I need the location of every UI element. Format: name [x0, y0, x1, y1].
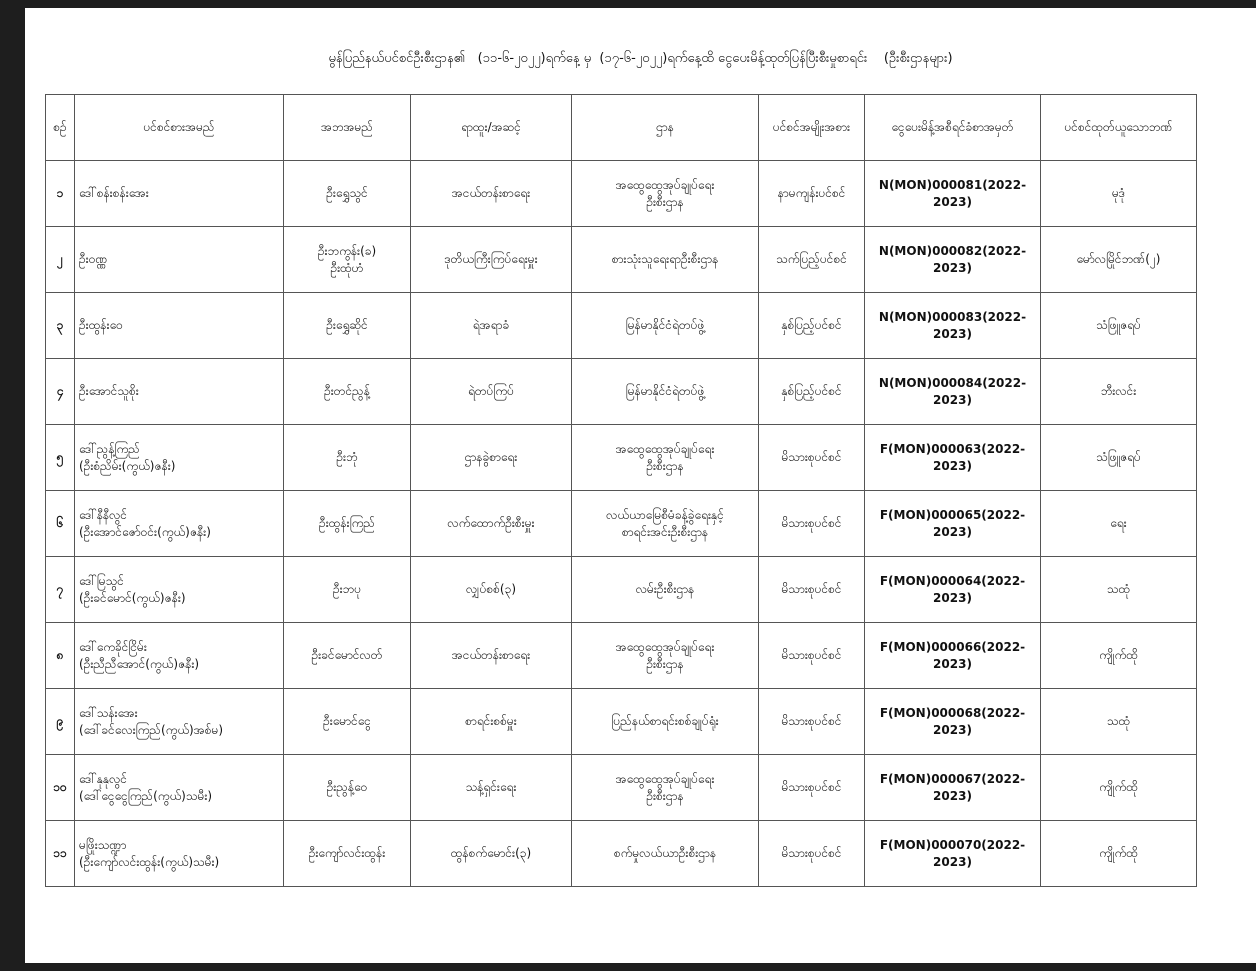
cell-pensioner-name-line: (ဦးကျော်လင်းထွန်း(ကွယ်)သမီး) [79, 854, 220, 869]
cell-no: ၂ [46, 227, 75, 293]
cell-pensioner-name-line: (ဦးညီညီအောင်(ကွယ်)ဇနီး) [79, 656, 200, 671]
cell-rank [411, 689, 572, 755]
cell-bank: ရေး [1041, 491, 1197, 557]
cell-bank: ကျိုက်ထို [1041, 821, 1197, 887]
cell-pension-type: မိသားစုပင်စင် [759, 755, 865, 821]
cell-no: ၁၀ [46, 755, 75, 821]
cell-father-name-line: ဦးညွန့်ဝေ [326, 780, 368, 794]
cell-father-name-line: ဦးရွှေသွင် [326, 186, 368, 200]
table-row [46, 821, 1197, 887]
header-no: စဉ် [46, 95, 75, 161]
cell-report-number: F(MON)000065(2022-2023) [865, 491, 1041, 557]
cell-father-name [284, 227, 411, 293]
cell-pension-type: မိသားစုပင်စင် [759, 425, 865, 491]
cell-pensioner-name-line: (ဒေါ်ခင်လေးကြည်(ကွယ်)အစ်မ) [79, 722, 224, 737]
cell-report-number: N(MON)000081(2022-2023) [865, 161, 1041, 227]
cell-pension-type: မိသားစုပင်စင် [759, 491, 865, 557]
cell-pensioner-name [75, 161, 284, 227]
cell-department-line: စားသုံးသူရေးရာဦးစီးဌာန [611, 252, 719, 266]
cell-pension-type: သက်ပြည့်ပင်စင် [759, 227, 865, 293]
cell-pensioner-name-line: ဒေါ်မြသွင် [79, 573, 124, 588]
header-father-name: အဘအမည် [284, 95, 411, 161]
cell-pensioner-name [75, 359, 284, 425]
cell-pensioner-name-line: ဒေါ်ညွန့်ကြည် [79, 441, 140, 456]
cell-pensioner-name [75, 821, 284, 887]
table-row [46, 425, 1197, 491]
cell-father-name-line: ဦးခင်မောင်လတ် [311, 648, 383, 662]
cell-pensioner-name-line: ဦးထွန်းဝေ [79, 318, 123, 332]
cell-father-name-line: ဦးတင်ညွန့် [324, 384, 370, 398]
cell-pensioner-name-line: (ဒေါ်ငွေငွေကြည်(ကွယ်)သမီး) [79, 788, 213, 803]
cell-pensioner-name-line: မဖြိုးသဏ္ဍာ [79, 837, 127, 852]
cell-father-name [284, 359, 411, 425]
cell-bank: ကျိုက်ထို [1041, 755, 1197, 821]
document-page [25, 8, 1256, 963]
cell-department-line: မြန်မာနိုင်ငံရဲတပ်ဖွဲ့ [625, 384, 705, 398]
cell-department-line: ဦးစီးဌာန [646, 458, 684, 473]
cell-pensioner-name-line: (ဦးအောင်ဇော်ဝင်း(ကွယ်)ဇနီး) [79, 524, 211, 539]
cell-rank [411, 491, 572, 557]
cell-pensioner-name [75, 755, 284, 821]
cell-no: ၈ [46, 623, 75, 689]
cell-department-line: ဦးစီးဌာန [646, 194, 684, 209]
cell-rank [411, 161, 572, 227]
cell-pension-type: မိသားစုပင်စင် [759, 623, 865, 689]
cell-rank-line: သန့်ရှင်းရေး [465, 780, 517, 794]
cell-department-line: အထွေထွေအုပ်ချုပ်ရေး [615, 771, 715, 786]
cell-department-line: ဦးစီးဌာန [646, 656, 684, 671]
table-row [46, 689, 1197, 755]
cell-report-number: F(MON)000067(2022-2023) [865, 755, 1041, 821]
cell-father-name [284, 689, 411, 755]
cell-rank [411, 821, 572, 887]
cell-department-line: အထွေထွေအုပ်ချုပ်ရေး [615, 177, 715, 192]
header-bank: ပင်စင်ထုတ်ယူသောဘဏ် [1041, 95, 1197, 161]
cell-rank-line: ဌာနခွဲစာရေး [464, 450, 518, 464]
cell-father-name-line: ဦးထုံဟံ [330, 260, 364, 275]
document-title: မွန်ပြည်နယ်ပင်စင်ဦးစီးဌာန၏ (၁၁-၆-၂၀၂၂)ရက်နေ့ မှ (၁၇-၆-၂၀၂၂)ရက်နေ့ထိ ငွေပေးမိန့်ထုတ်ပြန်ပြီးစီးမှုစာရင်း (ဦးစီးဌာနများ) [328, 51, 953, 66]
cell-father-name-line: ဦးထွန်းကြည် [319, 516, 375, 530]
cell-department [572, 491, 759, 557]
cell-pensioner-name [75, 293, 284, 359]
cell-report-number: F(MON)000063(2022-2023) [865, 425, 1041, 491]
table-row [46, 755, 1197, 821]
header-report-number: ငွေပေးမိန့်အစီရင်ခံစာအမှတ် [865, 95, 1041, 161]
pension-table [45, 94, 1197, 887]
cell-department [572, 359, 759, 425]
cell-department-line: ဦးစီးဌာန [646, 788, 684, 803]
cell-no: ၅ [46, 425, 75, 491]
cell-father-name [284, 557, 411, 623]
cell-father-name [284, 161, 411, 227]
cell-rank-line: လက်ထောက်ဦးစီးမှူး [447, 516, 535, 530]
cell-rank [411, 293, 572, 359]
cell-pensioner-name-line: ဦးအောင်သူစိုး [79, 384, 139, 398]
cell-department [572, 821, 759, 887]
cell-father-name [284, 293, 411, 359]
cell-bank: ဘီးလင်း [1041, 359, 1197, 425]
cell-report-number: N(MON)000084(2022-2023) [865, 359, 1041, 425]
table-row [46, 623, 1197, 689]
cell-bank: ကျိုက်ထို [1041, 623, 1197, 689]
cell-father-name [284, 821, 411, 887]
cell-pensioner-name-line: ဦးဝဏ္ဏ [79, 252, 108, 266]
cell-department [572, 161, 759, 227]
cell-father-name [284, 425, 411, 491]
cell-rank-line: ထွန်စက်မောင်း(၃) [450, 846, 532, 860]
cell-department [572, 425, 759, 491]
cell-report-number: N(MON)000082(2022-2023) [865, 227, 1041, 293]
cell-department-line: အထွေထွေအုပ်ချုပ်ရေး [615, 639, 715, 654]
cell-bank: သံဖြူဇရပ် [1041, 293, 1197, 359]
cell-rank-line: စာရင်းစစ်မှူး [465, 714, 517, 728]
header-pension-type: ပင်စင်အမျိုးအစား [759, 95, 865, 161]
cell-father-name [284, 491, 411, 557]
table-row [46, 227, 1197, 293]
cell-department-line: မြန်မာနိုင်ငံရဲတပ်ဖွဲ့ [625, 318, 705, 332]
cell-pension-type: နှစ်ပြည့်ပင်စင် [759, 293, 865, 359]
table-row [46, 293, 1197, 359]
cell-rank [411, 623, 572, 689]
cell-department [572, 689, 759, 755]
cell-pension-type: နာမကျန်းပင်စင် [759, 161, 865, 227]
cell-rank [411, 425, 572, 491]
cell-pensioner-name-line: ဒေါ်စန်းစန်းအေး [79, 186, 149, 200]
cell-rank-line: အငယ်တန်းစာရေး [451, 648, 531, 662]
cell-father-name [284, 755, 411, 821]
cell-rank-line: ဒုတိယကြီးကြပ်ရေးမှူး [444, 252, 538, 266]
header-rank: ရာထူး/အဆင့် [411, 95, 572, 161]
cell-department-line: အထွေထွေအုပ်ချုပ်ရေး [615, 441, 715, 456]
cell-department [572, 293, 759, 359]
cell-department-line: လမ်းဦးစီးဌာန [635, 582, 695, 596]
cell-report-number: F(MON)000066(2022-2023) [865, 623, 1041, 689]
cell-no: ၁ [46, 161, 75, 227]
cell-pensioner-name-line: ဒေါ်ကေခိုင်ငြိမ်း [79, 639, 147, 654]
cell-father-name-line: ဦးရွှေဆိုင် [326, 318, 368, 332]
cell-no: ၁၁ [46, 821, 75, 887]
cell-father-name-line: ဦးဘကွန်း(ခ) [317, 243, 377, 258]
cell-pensioner-name-line: ဒေါ်သန်းအေး [79, 705, 138, 720]
cell-pensioner-name-line: (ဦးခင်မောင်(ကွယ်)ဇနီး) [79, 590, 186, 605]
cell-bank: မော်လမြိုင်ဘဏ်(၂) [1041, 227, 1197, 293]
header-department: ဌာန [572, 95, 759, 161]
cell-pensioner-name-line: (ဦးစံညိမ်း(ကွယ်)ဇနီး) [79, 458, 176, 473]
cell-bank: မုဒုံ [1041, 161, 1197, 227]
cell-pension-type: နှစ်ပြည့်ပင်စင် [759, 359, 865, 425]
table-header-row [46, 95, 1197, 161]
cell-pensioner-name [75, 425, 284, 491]
cell-department [572, 227, 759, 293]
header-pensioner-name: ပင်စင်စားအမည် [75, 95, 284, 161]
cell-no: ၆ [46, 491, 75, 557]
cell-pensioner-name [75, 689, 284, 755]
table-row [46, 161, 1197, 227]
cell-report-number: F(MON)000068(2022-2023) [865, 689, 1041, 755]
cell-department-line: စာရင်းအင်းဦးစီးဌာန [621, 524, 709, 539]
cell-pension-type: မိသားစုပင်စင် [759, 557, 865, 623]
cell-rank-line: လျှပ်စစ်(၃) [465, 582, 517, 596]
cell-father-name [284, 623, 411, 689]
cell-no: ၃ [46, 293, 75, 359]
table-row [46, 491, 1197, 557]
cell-department-line: လယ်ယာမြေစီမံခန့်ခွဲရေးနှင့် [606, 507, 724, 522]
cell-bank: သံဖြူဇရပ် [1041, 425, 1197, 491]
cell-father-name-line: ဦးကျော်လင်းထွန်း [308, 846, 386, 860]
cell-rank-line: ရဲအရာခံ [472, 318, 510, 332]
cell-no: ၇ [46, 557, 75, 623]
cell-report-number: F(MON)000064(2022-2023) [865, 557, 1041, 623]
cell-pensioner-name-line: ဒေါ်နုနုလွင် [79, 771, 128, 786]
cell-rank-line: ရဲတပ်ကြပ် [467, 384, 515, 398]
cell-rank-line: အငယ်တန်းစာရေး [451, 186, 531, 200]
cell-pension-type: မိသားစုပင်စင် [759, 689, 865, 755]
cell-report-number: N(MON)000083(2022-2023) [865, 293, 1041, 359]
cell-pensioner-name [75, 491, 284, 557]
cell-department [572, 557, 759, 623]
cell-father-name-line: ဦးမောင်ငွေ [323, 714, 371, 728]
cell-pensioner-name [75, 557, 284, 623]
cell-department [572, 755, 759, 821]
cell-bank: သထုံ [1041, 557, 1197, 623]
cell-department-line: ပြည်နယ်စာရင်းစစ်ချုပ်ရုံး [611, 714, 719, 728]
cell-father-name-line: ဦးဘုံ [336, 450, 358, 464]
cell-rank [411, 755, 572, 821]
cell-pensioner-name [75, 623, 284, 689]
cell-no: ၄ [46, 359, 75, 425]
cell-department-line: စက်မှုလယ်ယာဦးစီးဌာန [613, 846, 717, 860]
cell-report-number: F(MON)000070(2022-2023) [865, 821, 1041, 887]
cell-pensioner-name [75, 227, 284, 293]
table-row [46, 359, 1197, 425]
cell-no: ၉ [46, 689, 75, 755]
table-row [46, 557, 1197, 623]
cell-department [572, 623, 759, 689]
cell-bank: သထုံ [1041, 689, 1197, 755]
cell-rank [411, 227, 572, 293]
cell-rank [411, 359, 572, 425]
cell-pensioner-name-line: ဒေါ်နီနီလွင် [79, 507, 128, 522]
cell-rank [411, 557, 572, 623]
cell-pension-type: မိသားစုပင်စင် [759, 821, 865, 887]
cell-father-name-line: ဦးဘပု [332, 582, 362, 596]
